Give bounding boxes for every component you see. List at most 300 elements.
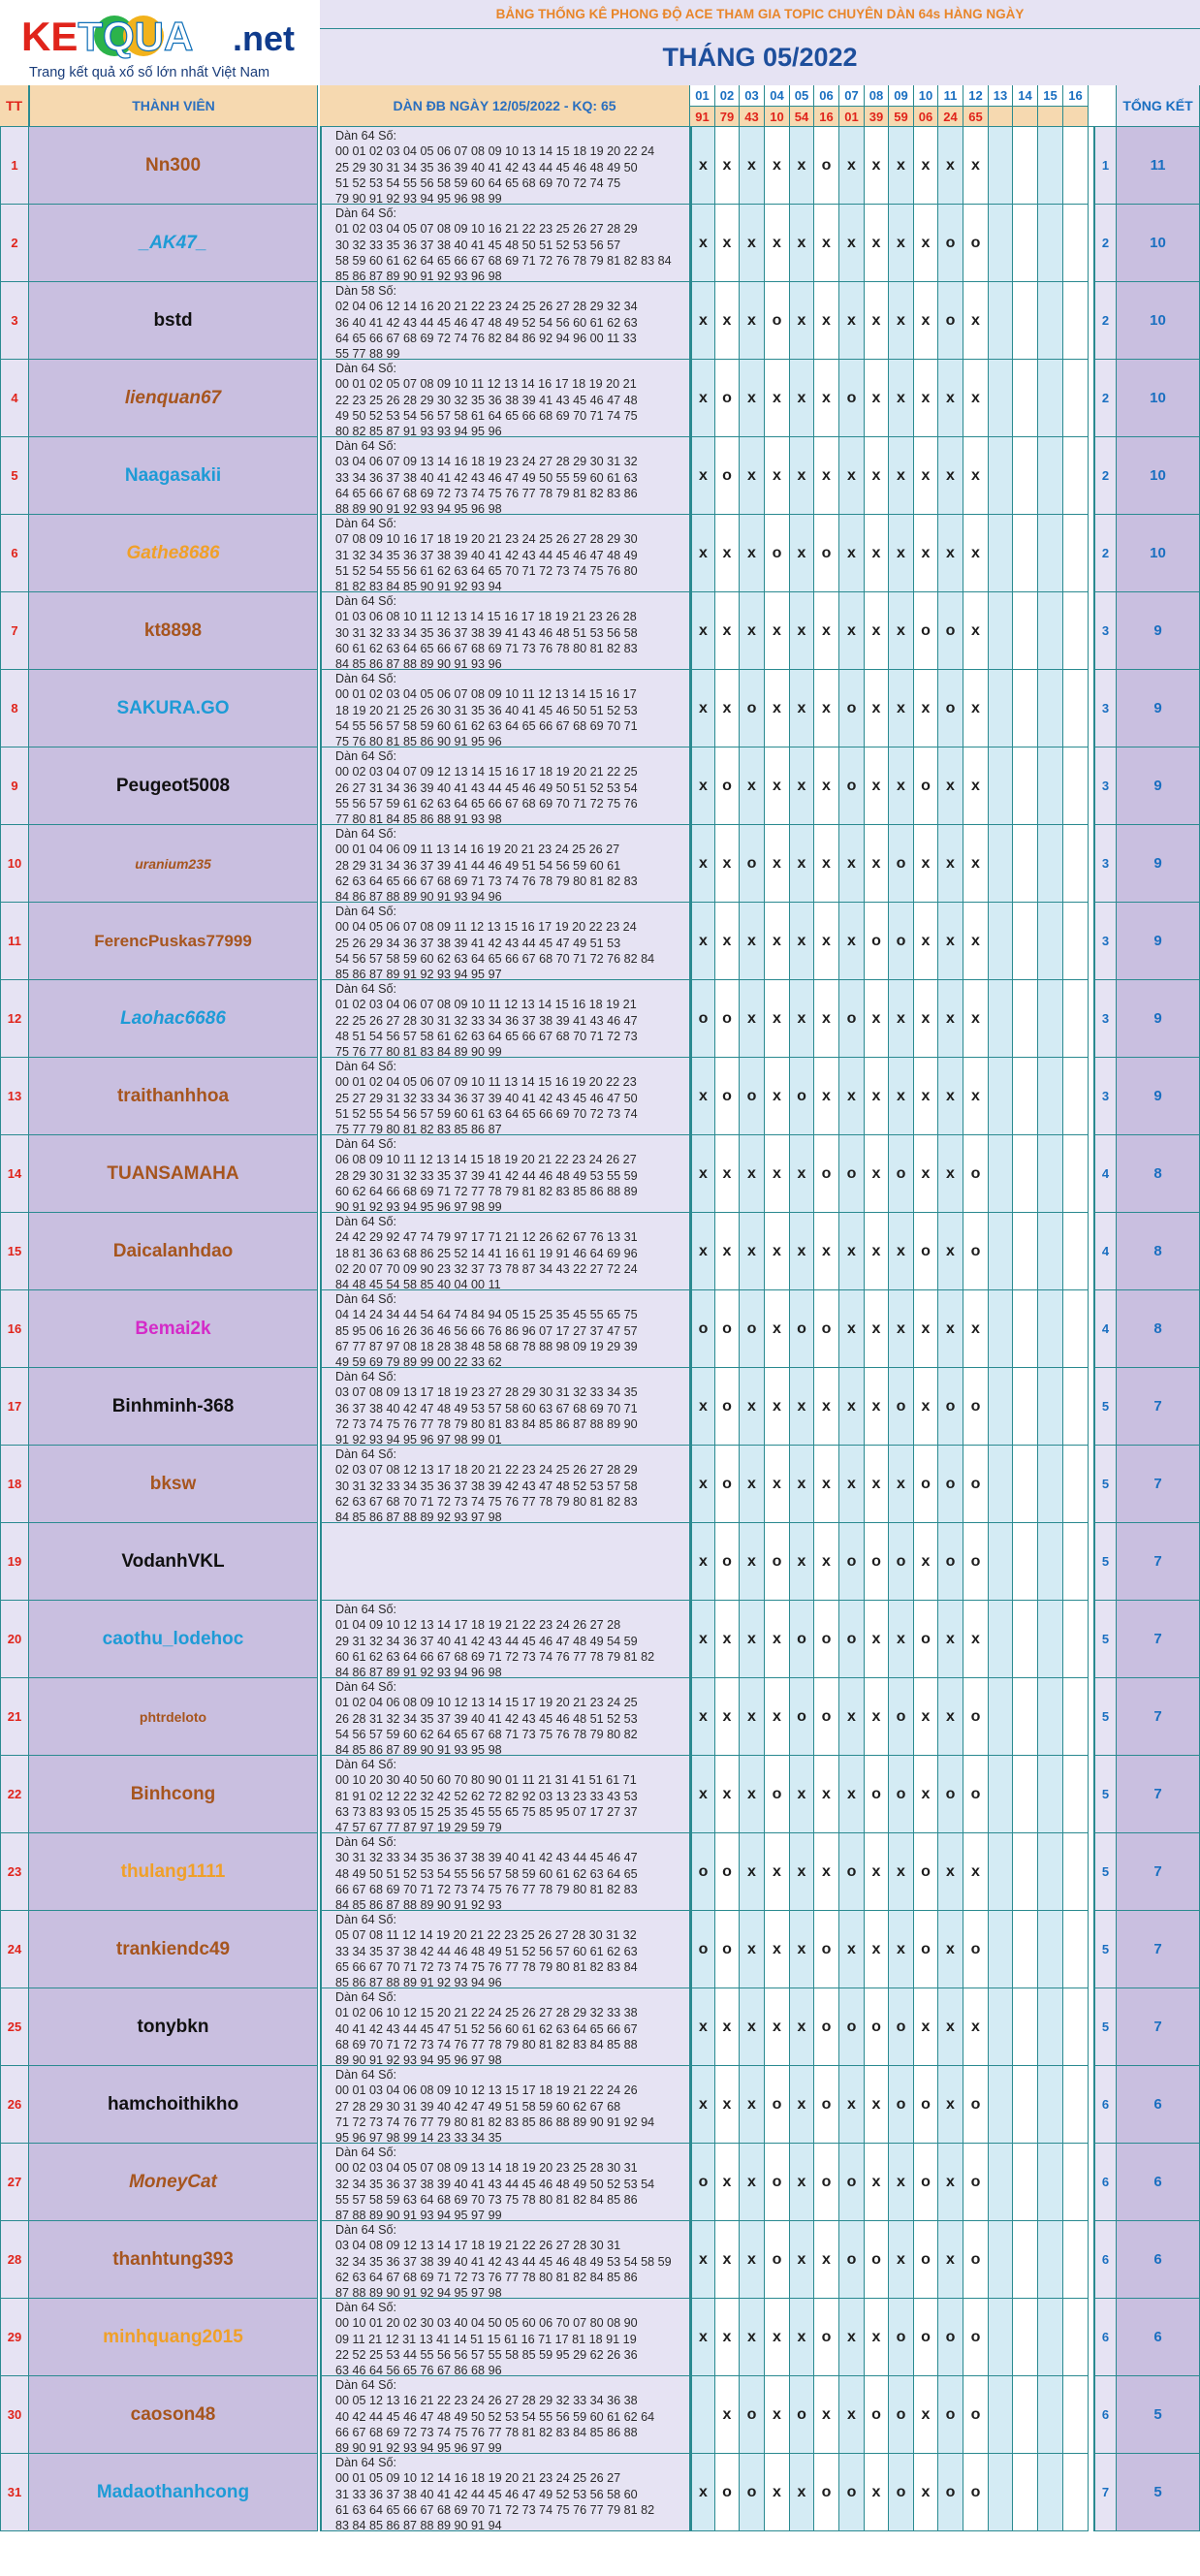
day-mark: o [938, 592, 963, 670]
member-name[interactable]: Naagasakii [29, 437, 318, 515]
row-level: 3 [1093, 670, 1117, 747]
day-mark: x [790, 282, 814, 360]
day-empty [989, 1290, 1013, 1368]
day-mark: x [865, 747, 889, 825]
day-mark: x [963, 825, 989, 903]
day-mark: x [715, 903, 740, 980]
day-mark: x [814, 1756, 839, 1833]
day-mark: x [938, 437, 963, 515]
day-header[interactable]: 01 [690, 85, 715, 107]
day-mark: x [889, 2144, 914, 2221]
day-mark: x [865, 282, 889, 360]
day-mark: o [715, 1290, 740, 1368]
day-mark: o [914, 1911, 938, 1988]
day-mark: x [814, 747, 839, 825]
day-mark: x [765, 2376, 790, 2454]
day-mark: x [790, 670, 814, 747]
day-mark: x [938, 1601, 963, 1678]
row-total: 5 [1117, 2376, 1200, 2454]
day-mark: x [865, 592, 889, 670]
row-level: 4 [1093, 1213, 1117, 1290]
day-empty [989, 1213, 1013, 1290]
day-empty [1038, 515, 1063, 592]
row-total: 6 [1117, 2066, 1200, 2144]
day-mark: o [765, 282, 790, 360]
day-mark: o [814, 1911, 839, 1988]
day-mark: x [938, 2221, 963, 2299]
day-mark: x [839, 1213, 865, 1290]
day-mark: x [938, 360, 963, 437]
row-level: 6 [1093, 2144, 1117, 2221]
row-total: 8 [1117, 1290, 1200, 1368]
day-empty [1013, 1368, 1038, 1446]
day-header[interactable]: 08 [865, 85, 889, 107]
dan-numbers: Dàn 64 Số: 02 03 07 08 12 13 17 18 20 21 22 23 24 25 26 27 28 29 30 31 32 33 34 35 36 37 38 39 42 43 47 48 52 53 57 58 62 63 67 68 70 71 72 73 74 75 76 77 78 79 80 81 82 83 84 85 86 87 88 89 92 93 97 98 [320, 1446, 690, 1523]
day-mark: o [814, 1678, 839, 1756]
day-mark: x [914, 205, 938, 282]
row-total: 6 [1117, 2144, 1200, 2221]
member-name[interactable]: Madaothanhcong [29, 2454, 318, 2531]
day-mark: o [715, 1911, 740, 1988]
day-mark: x [740, 1213, 765, 1290]
member-name[interactable]: tonybkn [29, 1988, 318, 2066]
day-mark: x [690, 2454, 715, 2531]
member-name[interactable]: Peugeot5008 [29, 747, 318, 825]
day-mark: x [914, 1135, 938, 1213]
day-empty [1063, 2299, 1089, 2376]
day-empty [1063, 2144, 1089, 2221]
day-empty [1038, 360, 1063, 437]
day-mark: x [938, 747, 963, 825]
member-name[interactable]: Gathe8686 [29, 515, 318, 592]
day-mark: x [715, 205, 740, 282]
day-empty [1063, 825, 1089, 903]
day-empty [989, 1135, 1013, 1213]
day-mark: o [865, 1988, 889, 2066]
day-mark: x [715, 670, 740, 747]
day-header[interactable]: 03 [740, 85, 765, 107]
member-name[interactable]: lienquan67 [29, 360, 318, 437]
day-mark: x [690, 2221, 715, 2299]
day-mark: x [889, 1058, 914, 1135]
day-mark: o [715, 2454, 740, 2531]
member-name[interactable]: VodanhVKL [29, 1523, 318, 1601]
day-mark: x [839, 515, 865, 592]
row-total: 8 [1117, 1213, 1200, 1290]
day-mark: x [740, 1756, 765, 1833]
day-mark: x [814, 825, 839, 903]
member-name[interactable]: bksw [29, 1446, 318, 1523]
day-mark: o [914, 2221, 938, 2299]
day-empty [989, 205, 1013, 282]
day-mark: x [765, 1058, 790, 1135]
dan-numbers: Dàn 64 Số: 01 02 06 10 12 15 20 21 22 24 25 26 27 28 29 32 33 38 40 41 42 43 44 45 47 51 52 56 60 61 62 63 64 65 66 67 68 69 70 71 72 73 74 76 77 78 79 80 81 82 83 84 85 88 89 90 91 92 93 94 95 96 97 98 [320, 1988, 690, 2066]
dan-numbers: Dàn 64 Số: 00 01 02 05 07 08 09 10 11 12 13 14 16 17 18 19 20 21 22 23 25 26 28 29 30 32 35 36 38 39 41 43 45 46 47 48 49 50 52 53 54 56 57 58 61 64 65 66 68 69 70 71 74 75 80 82 85 87 91 93 93 94 95 96 [320, 360, 690, 437]
day-header[interactable]: 13 [989, 85, 1013, 107]
day-mark: x [690, 670, 715, 747]
day-mark: o [839, 360, 865, 437]
day-mark: x [690, 1213, 715, 1290]
day-mark: o [865, 2221, 889, 2299]
row-tt: 14 [0, 1135, 29, 1213]
day-empty [1038, 2376, 1063, 2454]
day-mark: x [740, 2144, 765, 2221]
day-mark: x [938, 1911, 963, 1988]
member-name[interactable]: caothu_lodehoc [29, 1601, 318, 1678]
row-total: 7 [1117, 1446, 1200, 1523]
day-mark: x [790, 1446, 814, 1523]
day-empty [1063, 515, 1089, 592]
dan-numbers [320, 1523, 690, 1601]
day-empty [1038, 2144, 1063, 2221]
day-empty [1063, 747, 1089, 825]
row-tt: 16 [0, 1290, 29, 1368]
day-mark: x [914, 825, 938, 903]
row-tt: 31 [0, 2454, 29, 2531]
page-title: THÁNG 05/2022 [662, 42, 858, 72]
day-mark: o [690, 2144, 715, 2221]
day-mark: x [839, 903, 865, 980]
day-header[interactable]: 04 [765, 85, 790, 107]
day-mark: x [715, 825, 740, 903]
row-tt: 21 [0, 1678, 29, 1756]
day-empty [989, 1523, 1013, 1601]
day-mark: x [814, 2221, 839, 2299]
member-name[interactable]: _AK47_ [29, 205, 318, 282]
day-mark: x [938, 825, 963, 903]
day-empty [989, 2299, 1013, 2376]
day-empty [989, 747, 1013, 825]
dan-numbers: Dàn 64 Số: 01 04 09 10 12 13 14 17 18 19 21 22 23 24 26 27 28 29 31 32 34 36 37 40 41 42 43 44 45 46 47 48 49 54 59 60 61 62 63 64 66 67 68 69 71 72 73 74 76 77 78 79 81 82 84 86 87 89 91 92 93 94 96 98 [320, 1601, 690, 1678]
day-empty [1063, 1756, 1089, 1833]
member-name[interactable]: Nn300 [29, 127, 318, 205]
day-mark: o [839, 747, 865, 825]
row-total: 7 [1117, 1988, 1200, 2066]
member-name[interactable]: trankiendc49 [29, 1911, 318, 1988]
member-name[interactable]: SAKURA.GO [29, 670, 318, 747]
day-mark: o [938, 1523, 963, 1601]
day-mark: o [889, 1988, 914, 2066]
day-mark: x [765, 980, 790, 1058]
day-header[interactable]: 02 [715, 85, 740, 107]
day-mark: x [690, 2066, 715, 2144]
day-empty [1038, 1368, 1063, 1446]
day-empty [1038, 282, 1063, 360]
day-mark: x [914, 1756, 938, 1833]
dan-numbers: Dàn 64 Số: 01 03 06 08 10 11 12 13 14 15 16 17 18 19 21 23 26 28 30 31 32 33 34 35 36 37 38 39 41 43 46 48 51 53 56 58 60 61 62 63 64 65 66 67 68 69 71 73 76 78 80 81 82 83 84 85 86 87 88 89 90 91 93 96 [320, 592, 690, 670]
day-mark: x [914, 670, 938, 747]
day-empty [1038, 1601, 1063, 1678]
day-mark: o [715, 1446, 740, 1523]
day-mark: x [790, 360, 814, 437]
day-mark: x [814, 1523, 839, 1601]
dan-numbers: Dàn 58 Số: 02 04 06 12 14 16 20 21 22 23 24 25 26 27 28 29 32 34 36 40 41 42 43 44 45 46 47 48 49 52 54 56 60 61 62 63 64 65 66 67 68 69 72 74 76 82 84 86 92 94 96 00 11 33 55 77 88 99 [320, 282, 690, 360]
day-result [1063, 107, 1089, 127]
row-level: 2 [1093, 360, 1117, 437]
dan-numbers: Dàn 64 Số: 24 42 29 92 47 74 79 97 17 71 21 12 26 62 67 76 13 31 18 81 36 63 68 86 25 52 14 41 16 61 19 91 46 64 69 96 02 20 07 70 09 90 23 32 37 73 78 87 34 43 22 27 72 24 84 48 45 54 58 85 40 04 00 11 [320, 1213, 690, 1290]
day-mark: o [914, 2144, 938, 2221]
day-mark: x [740, 1601, 765, 1678]
day-mark: x [765, 1290, 790, 1368]
day-mark: o [715, 360, 740, 437]
day-result: 79 [715, 107, 740, 127]
member-name[interactable]: kt8898 [29, 592, 318, 670]
day-mark: x [963, 903, 989, 980]
day-mark: o [765, 2221, 790, 2299]
member-name[interactable]: hamchoithikho [29, 2066, 318, 2144]
member-name[interactable]: TUANSAMAHA [29, 1135, 318, 1213]
svg-text:KETQUA: KETQUA [21, 14, 194, 59]
row-tt: 8 [0, 670, 29, 747]
member-name[interactable]: Laohac6686 [29, 980, 318, 1058]
dan-numbers: Dàn 64 Số: 00 05 12 13 16 21 22 23 24 26 27 28 29 32 33 34 36 38 40 42 44 45 46 47 48 49 50 52 53 54 55 56 59 60 61 62 64 66 67 68 69 72 73 74 75 76 77 78 81 82 83 84 85 86 88 89 90 91 92 93 94 95 96 97 99 [320, 2376, 690, 2454]
day-mark: x [790, 515, 814, 592]
day-empty [1038, 592, 1063, 670]
day-mark: x [690, 1988, 715, 2066]
day-mark: x [740, 2299, 765, 2376]
day-mark: x [740, 1135, 765, 1213]
day-mark: x [790, 1135, 814, 1213]
member-name[interactable]: minhquang2015 [29, 2299, 318, 2376]
day-empty [1063, 437, 1089, 515]
day-mark: x [740, 2221, 765, 2299]
day-empty [1063, 1446, 1089, 1523]
day-mark: x [839, 592, 865, 670]
day-result: 06 [914, 107, 938, 127]
day-mark: x [740, 1678, 765, 1756]
day-mark: x [914, 1678, 938, 1756]
member-name[interactable]: thanhtung393 [29, 2221, 318, 2299]
day-header[interactable]: 10 [914, 85, 938, 107]
day-mark: x [690, 1135, 715, 1213]
row-level: 5 [1093, 1446, 1117, 1523]
day-mark: x [914, 1290, 938, 1368]
day-mark: x [765, 670, 790, 747]
day-mark: x [790, 437, 814, 515]
day-mark: o [790, 1290, 814, 1368]
day-mark: x [690, 1756, 715, 1833]
member-name[interactable]: Binhcong [29, 1756, 318, 1833]
member-name[interactable]: caoson48 [29, 2376, 318, 2454]
day-mark: x [715, 1213, 740, 1290]
day-mark: x [740, 282, 765, 360]
day-empty [989, 2066, 1013, 2144]
day-mark: o [740, 825, 765, 903]
row-tt: 9 [0, 747, 29, 825]
day-mark: o [814, 1135, 839, 1213]
day-mark: o [889, 825, 914, 903]
day-mark: x [839, 1368, 865, 1446]
row-tt: 29 [0, 2299, 29, 2376]
row-tt: 23 [0, 1833, 29, 1911]
day-empty [1038, 825, 1063, 903]
row-tt: 2 [0, 205, 29, 282]
member-name[interactable]: Binhminh-368 [29, 1368, 318, 1446]
day-empty [1038, 1988, 1063, 2066]
day-empty [1013, 903, 1038, 980]
day-empty [1038, 1446, 1063, 1523]
day-mark: o [814, 1290, 839, 1368]
dan-numbers: Dàn 64 Số: 00 10 20 30 40 50 60 70 80 90 01 11 21 31 41 51 61 71 81 91 02 12 22 32 42 52 62 72 82 92 03 13 23 33 43 53 63 73 83 93 05 15 25 35 45 55 65 75 85 95 07 17 27 37 47 57 67 77 87 97 19 29 59 79 [320, 1756, 690, 1833]
day-header[interactable]: 06 [814, 85, 839, 107]
day-mark: x [938, 1213, 963, 1290]
day-mark: x [914, 980, 938, 1058]
day-empty [989, 2221, 1013, 2299]
member-name[interactable]: Bemai2k [29, 1290, 318, 1368]
svg-text:.net: .net [233, 18, 296, 58]
row-total: 7 [1117, 1756, 1200, 1833]
day-mark: x [865, 360, 889, 437]
day-result: 65 [963, 107, 989, 127]
dan-numbers: Dàn 64 Số: 00 01 05 09 10 12 14 16 18 19 20 21 23 24 25 26 27 31 33 36 37 38 40 41 42 44 45 46 47 49 52 53 56 58 60 61 63 64 65 66 67 68 69 70 71 72 73 74 75 76 77 79 81 82 83 84 85 86 87 88 89 90 91 94 [320, 2454, 690, 2531]
day-mark: x [889, 360, 914, 437]
day-result: 59 [889, 107, 914, 127]
day-header[interactable]: 07 [839, 85, 865, 107]
day-mark: x [914, 2376, 938, 2454]
day-mark: x [938, 515, 963, 592]
day-mark: x [765, 1833, 790, 1911]
member-name[interactable]: FerencPuskas77999 [29, 903, 318, 980]
day-empty [1038, 747, 1063, 825]
day-mark: x [865, 2144, 889, 2221]
day-header[interactable]: 14 [1013, 85, 1038, 107]
day-mark: x [814, 2376, 839, 2454]
day-empty [989, 437, 1013, 515]
member-name[interactable]: traithanhhoa [29, 1058, 318, 1135]
day-mark: x [765, 1601, 790, 1678]
day-mark: x [715, 1601, 740, 1678]
day-mark: x [790, 2066, 814, 2144]
day-mark: o [889, 2454, 914, 2531]
day-result: 10 [765, 107, 790, 127]
day-mark: o [814, 2299, 839, 2376]
member-name[interactable]: MoneyCat [29, 2144, 318, 2221]
row-level: 5 [1093, 1833, 1117, 1911]
day-mark: x [690, 903, 715, 980]
day-mark: x [740, 515, 765, 592]
day-mark: o [839, 980, 865, 1058]
day-mark: x [740, 360, 765, 437]
day-mark: x [740, 980, 765, 1058]
day-mark: x [715, 2066, 740, 2144]
day-header[interactable]: 09 [889, 85, 914, 107]
day-mark: x [715, 515, 740, 592]
day-empty [989, 1833, 1013, 1911]
day-mark: x [865, 670, 889, 747]
day-mark: o [889, 1135, 914, 1213]
day-empty [1038, 437, 1063, 515]
day-mark: x [839, 2066, 865, 2144]
day-empty [989, 1368, 1013, 1446]
member-name[interactable]: phtrdeloto [29, 1678, 318, 1756]
row-tt: 17 [0, 1368, 29, 1446]
day-mark: o [865, 2376, 889, 2454]
header-dan: DÀN ĐB NGÀY 12/05/2022 - KQ: 65 [320, 85, 690, 127]
row-level: 2 [1093, 437, 1117, 515]
day-mark: o [765, 515, 790, 592]
day-mark: x [839, 1058, 865, 1135]
day-mark: x [889, 980, 914, 1058]
day-empty [1038, 903, 1063, 980]
day-mark: o [865, 903, 889, 980]
day-mark: x [865, 2299, 889, 2376]
member-name[interactable]: uranium235 [29, 825, 318, 903]
day-empty [1013, 2066, 1038, 2144]
day-empty [1013, 515, 1038, 592]
day-empty [1063, 205, 1089, 282]
day-empty [1038, 670, 1063, 747]
day-result: 43 [740, 107, 765, 127]
day-mark: x [889, 1911, 914, 1988]
day-header[interactable]: 12 [963, 85, 989, 107]
day-mark: o [938, 2454, 963, 2531]
day-mark: x [790, 1368, 814, 1446]
day-mark: x [790, 2454, 814, 2531]
day-header[interactable]: 05 [790, 85, 814, 107]
day-mark: x [790, 980, 814, 1058]
day-mark: x [914, 515, 938, 592]
ketqua-logo[interactable] [0, 0, 318, 85]
dan-numbers: Dàn 64 Số: 01 02 03 04 06 07 08 09 10 11 12 13 14 15 16 18 19 21 22 25 26 27 28 30 31 32 33 34 36 37 38 39 41 43 46 47 48 51 54 56 57 58 61 62 63 64 65 66 67 68 70 71 72 73 75 76 77 80 81 83 84 89 90 99 [320, 980, 690, 1058]
day-empty [989, 592, 1013, 670]
day-header[interactable]: 15 [1038, 85, 1063, 107]
day-empty [1013, 1988, 1038, 2066]
day-mark: o [963, 205, 989, 282]
day-mark: o [889, 2066, 914, 2144]
day-mark: o [839, 1833, 865, 1911]
member-name[interactable]: bstd [29, 282, 318, 360]
day-header[interactable]: 16 [1063, 85, 1089, 107]
day-mark: o [914, 1446, 938, 1523]
day-mark: x [790, 2144, 814, 2221]
row-tt: 5 [0, 437, 29, 515]
day-mark: o [938, 1368, 963, 1446]
day-mark: x [963, 127, 989, 205]
dan-numbers: Dàn 64 Số: 01 02 04 06 08 09 10 12 13 14 15 17 19 20 21 23 24 25 26 28 31 32 34 35 37 39 40 41 42 43 45 46 48 51 52 53 54 56 57 59 60 62 64 65 67 68 71 73 75 76 78 79 80 82 84 85 86 87 89 90 91 93 95 98 [320, 1678, 690, 1756]
day-mark: o [938, 2376, 963, 2454]
day-mark: x [814, 437, 839, 515]
row-level: 6 [1093, 2066, 1117, 2144]
day-mark: x [740, 1523, 765, 1601]
day-mark: x [765, 747, 790, 825]
day-mark: x [839, 127, 865, 205]
day-header[interactable]: 11 [938, 85, 963, 107]
day-mark: x [765, 1135, 790, 1213]
day-mark: o [938, 2299, 963, 2376]
row-tt: 22 [0, 1756, 29, 1833]
day-mark: o [889, 1368, 914, 1446]
day-empty [1063, 1601, 1089, 1678]
day-empty [1038, 1290, 1063, 1368]
day-mark: o [865, 1756, 889, 1833]
day-empty [1013, 1213, 1038, 1290]
day-mark: x [963, 1290, 989, 1368]
day-empty [989, 825, 1013, 903]
member-name[interactable]: Daicalanhdao [29, 1213, 318, 1290]
day-mark: x [790, 127, 814, 205]
row-level: 5 [1093, 1988, 1117, 2066]
day-mark: o [715, 747, 740, 825]
day-mark: x [790, 1523, 814, 1601]
day-mark: x [865, 2454, 889, 2531]
day-mark: x [865, 205, 889, 282]
day-mark: x [865, 515, 889, 592]
day-mark: o [938, 1446, 963, 1523]
member-name[interactable]: thulang1111 [29, 1833, 318, 1911]
day-mark: x [963, 360, 989, 437]
dan-numbers: Dàn 64 Số: 03 07 08 09 13 17 18 19 23 27 28 29 30 31 32 33 34 35 36 37 38 40 42 47 48 49 53 57 58 60 63 67 68 69 70 71 72 73 74 75 76 77 78 79 80 81 83 84 85 86 87 88 89 90 91 92 93 94 95 96 97 98 99 01 [320, 1368, 690, 1446]
day-empty [1038, 2454, 1063, 2531]
